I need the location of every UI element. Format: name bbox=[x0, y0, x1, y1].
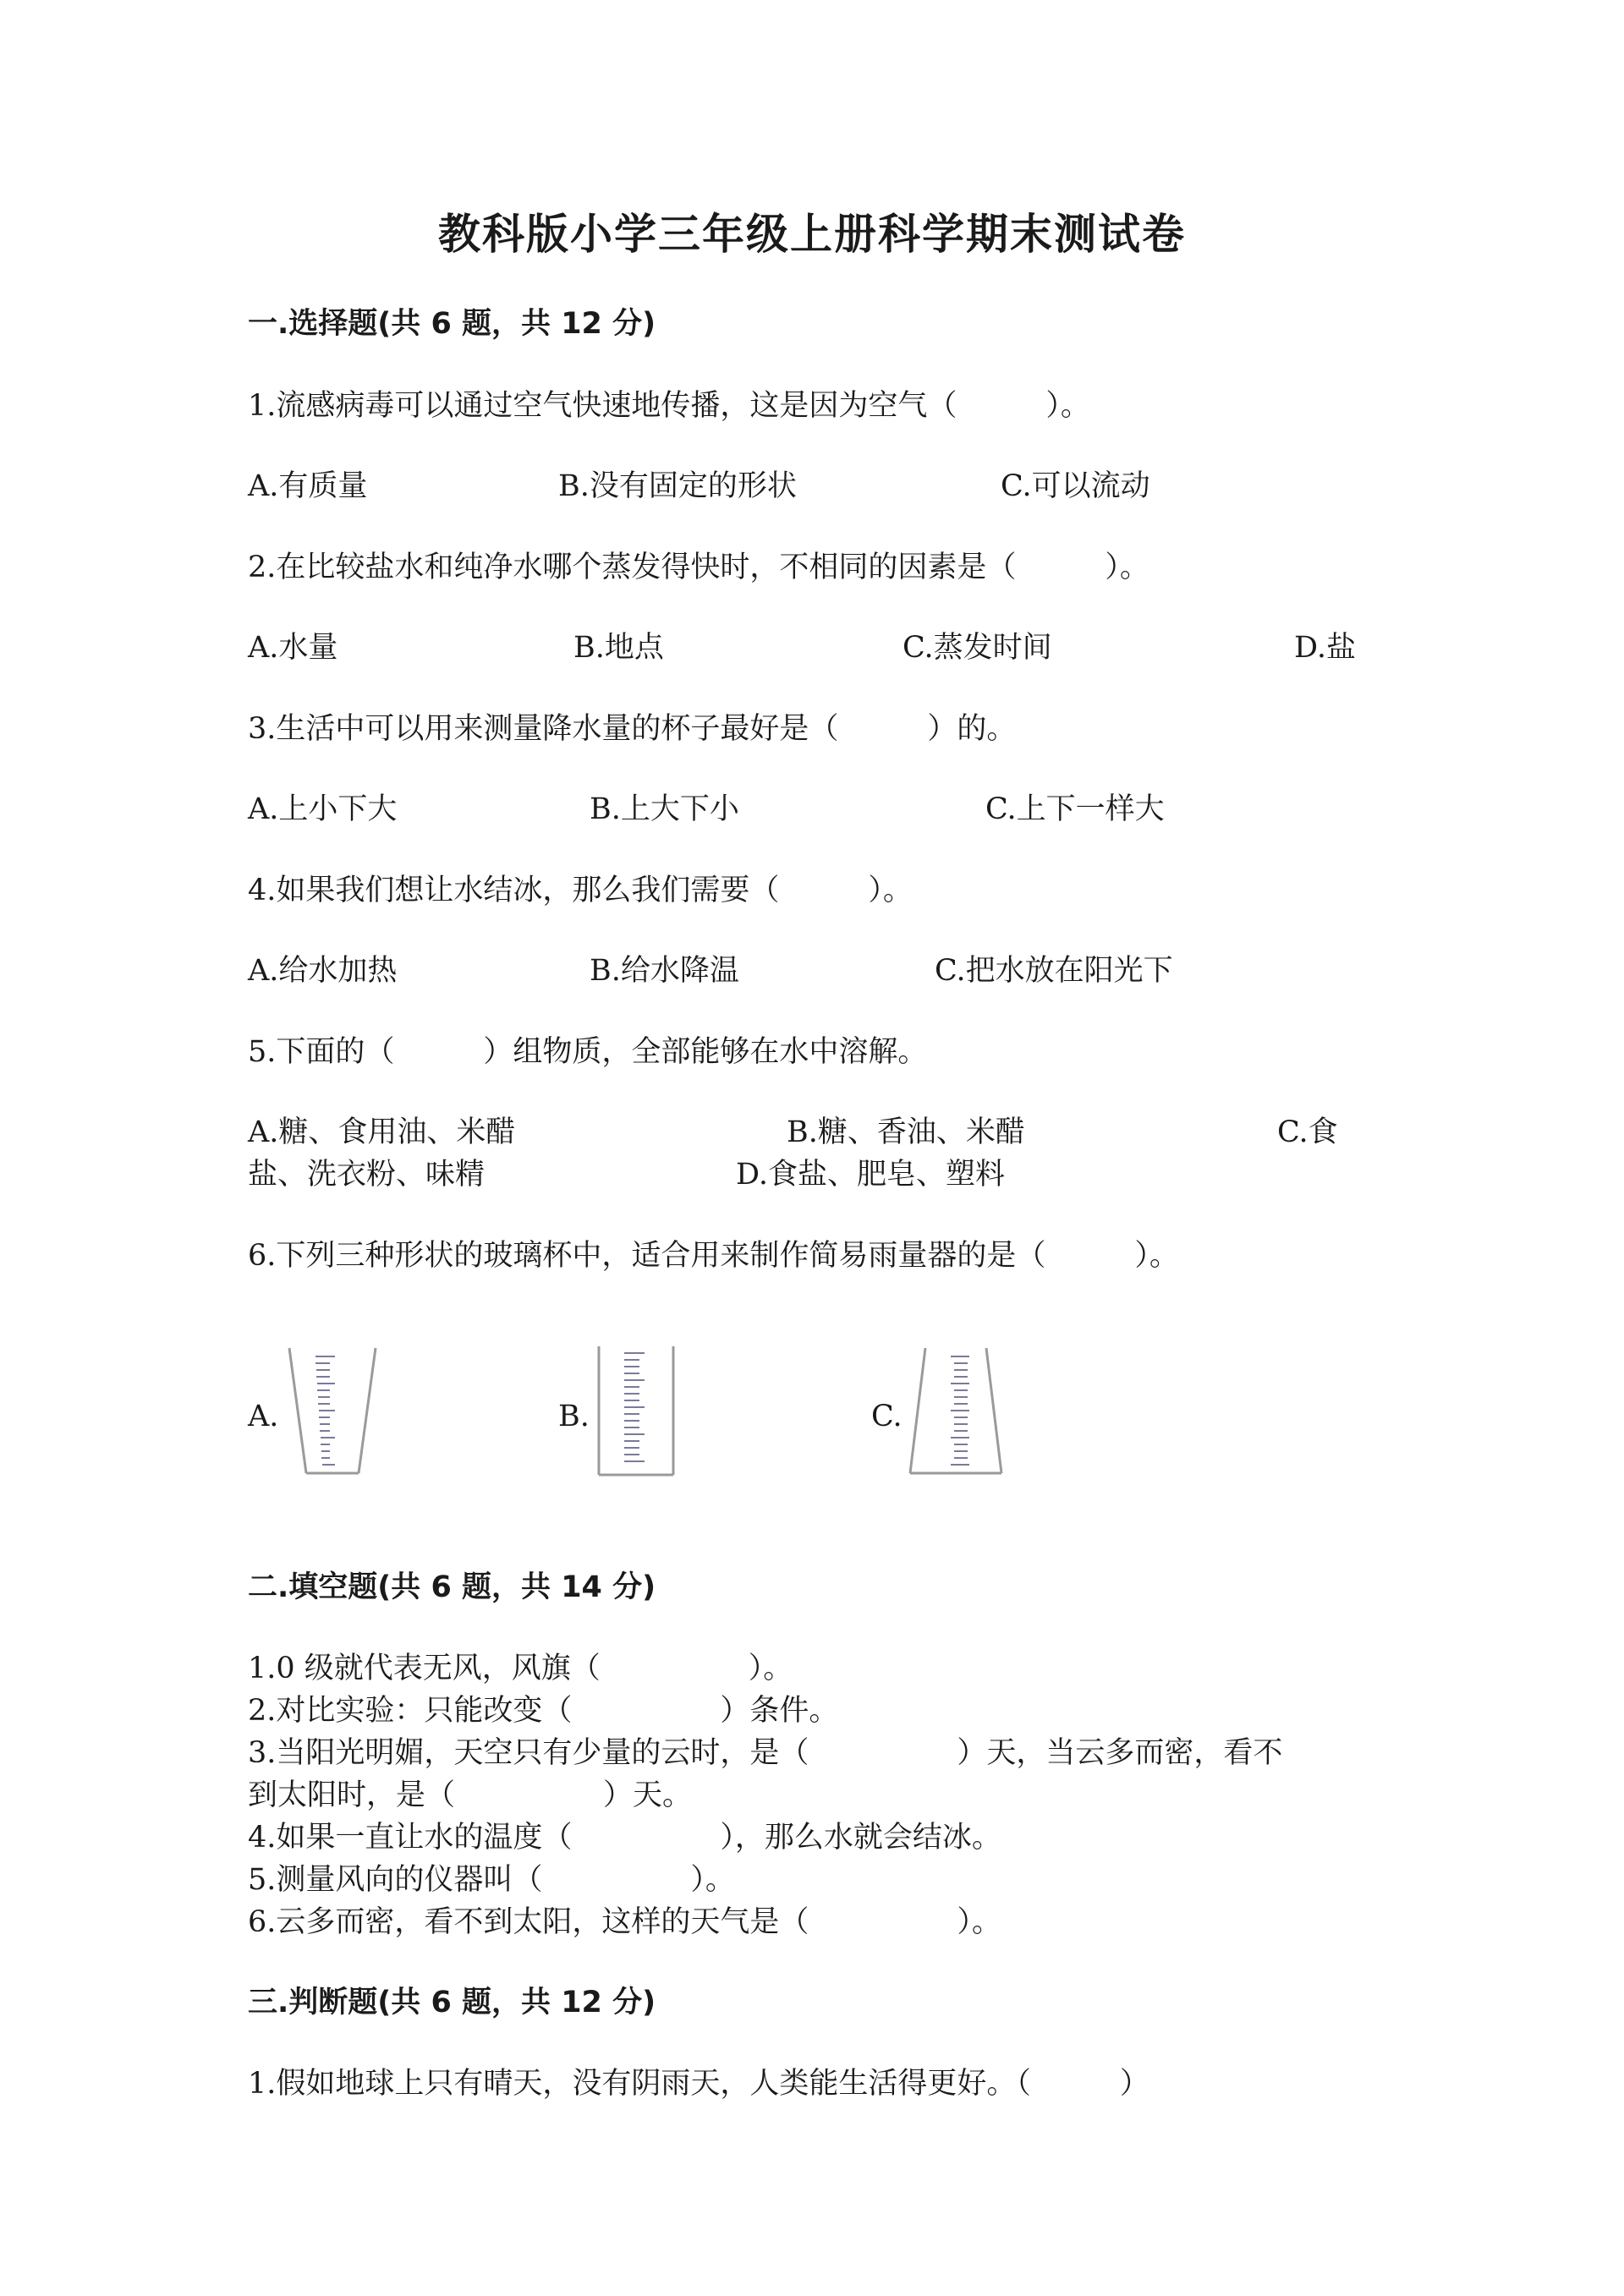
section-heading-fill-blank: 二.填空题(共 6 题，共 14 分) bbox=[248, 1570, 656, 1604]
option: A.给水加热 bbox=[248, 954, 398, 988]
option: B.地点 bbox=[573, 631, 664, 665]
option: B.给水降温 bbox=[590, 954, 739, 988]
option: A.糖、食用油、米醋 bbox=[248, 1115, 516, 1149]
fill-blank-line: 到太阳时，是（ ）天。 bbox=[248, 1778, 693, 1812]
fill-blank-line: 2.对比实验：只能改变（ ）条件。 bbox=[248, 1694, 839, 1728]
option: B.没有固定的形状 bbox=[558, 469, 797, 503]
option: D.盐 bbox=[1294, 631, 1356, 665]
section-heading-true-false: 三.判断题(共 6 题，共 12 分) bbox=[248, 1986, 656, 2019]
option: C.上下一样大 bbox=[985, 792, 1165, 826]
option: B.上大下小 bbox=[590, 792, 739, 826]
page-title: 教科版小学三年级上册科学期末测试卷 bbox=[438, 210, 1186, 259]
option: C. bbox=[871, 1400, 903, 1433]
fill-blank-line: 4.如果一直让水的温度（ ），那么水就会结冰。 bbox=[248, 1821, 1001, 1855]
option: A.上小下大 bbox=[248, 792, 398, 826]
fill-blank-line: 5.测量风向的仪器叫（ ）。 bbox=[248, 1863, 735, 1897]
option: C.蒸发时间 bbox=[903, 631, 1052, 665]
question-stem: 2.在比较盐水和纯净水哪个蒸发得快时，不相同的因素是（ ）。 bbox=[248, 551, 1149, 584]
option: 盐、洗衣粉、味精 bbox=[248, 1158, 486, 1192]
judgment-question: 1.假如地球上只有晴天，没有阴雨天，人类能生活得更好。（ ） bbox=[248, 2067, 1149, 2101]
option: C.把水放在阳光下 bbox=[935, 954, 1173, 988]
option: A. bbox=[248, 1400, 279, 1433]
question-stem: 6.下列三种形状的玻璃杯中，适合用来制作简易雨量器的是（ ）。 bbox=[248, 1239, 1179, 1273]
option: B.糖、香油、米醋 bbox=[787, 1115, 1025, 1149]
straight-cup-image bbox=[594, 1343, 678, 1480]
section-heading-choice: 一.选择题(共 6 题，共 12 分) bbox=[248, 307, 656, 341]
option: B. bbox=[558, 1400, 590, 1433]
option: C.可以流动 bbox=[1001, 469, 1150, 503]
fill-blank-line: 3.当阳光明媚，天空只有少量的云时，是（ ）天，当云多而密，看不 bbox=[248, 1736, 1283, 1770]
question-stem: 3.生活中可以用来测量降水量的杯子最好是（ ）的。 bbox=[248, 712, 1017, 746]
option: D.食盐、肥皂、塑料 bbox=[736, 1158, 1005, 1192]
fill-blank-line: 1.0 级就代表无风，风旗（ ）。 bbox=[248, 1652, 793, 1685]
wide-top-cup-image bbox=[286, 1345, 379, 1480]
option: A.有质量 bbox=[248, 469, 368, 503]
narrow-top-cup-image bbox=[905, 1345, 1007, 1480]
question-stem: 5.下面的（ ）组物质，全部能够在水中溶解。 bbox=[248, 1035, 928, 1069]
fill-blank-line: 6.云多而密，看不到太阳，这样的天气是（ ）。 bbox=[248, 1905, 1001, 1939]
option: A.水量 bbox=[248, 631, 338, 665]
question-stem: 4.如果我们想让水结冰，那么我们需要（ ）。 bbox=[248, 874, 913, 907]
option: C.食 bbox=[1277, 1115, 1338, 1149]
question-stem: 1.流感病毒可以通过空气快速地传播，这是因为空气（ ）。 bbox=[248, 389, 1090, 423]
